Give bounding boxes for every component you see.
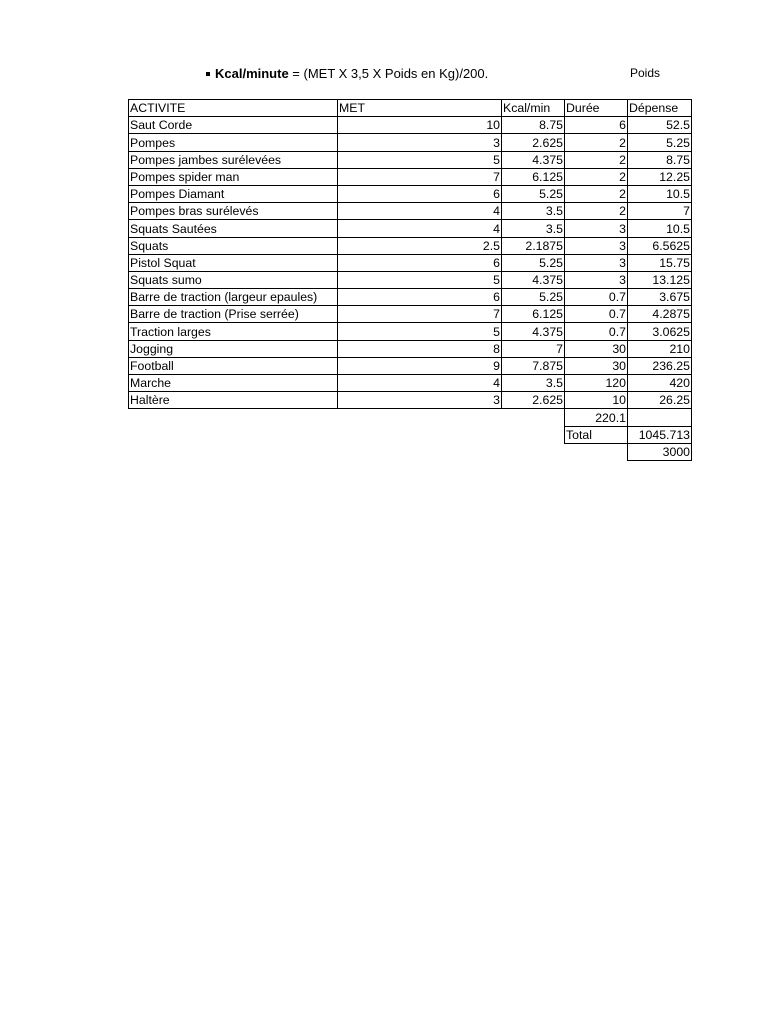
empty-cell (129, 409, 338, 426)
table-row (129, 289, 692, 306)
cell-kcal-min: 4.375 (502, 151, 565, 168)
cell-duree: 30 (565, 357, 628, 374)
cell-duree: 3 (565, 237, 628, 254)
cell-duree: 3 (565, 254, 628, 271)
cell-activite: Barre de traction (largeur epaules) (129, 289, 338, 306)
cell-kcal-min: 4.375 (502, 323, 565, 340)
cell-kcal-min: 2.1875 (502, 237, 565, 254)
empty-cell (338, 443, 502, 460)
cell-met: 6 (338, 289, 502, 306)
cell-activite: Pistol Squat (129, 254, 338, 271)
table-row (129, 237, 692, 254)
cell-depense: 3.675 (628, 289, 692, 306)
cell-kcal-min: 3.5 (502, 203, 565, 220)
cell-met: 3 (338, 134, 502, 151)
header-duree: Durée (565, 100, 628, 117)
cell-kcal-min: 2.625 (502, 392, 565, 409)
cell-met: 5 (338, 151, 502, 168)
table-row (129, 340, 692, 357)
cell-duree: 2 (565, 134, 628, 151)
duration-sum-cell: 220.1 (565, 409, 628, 426)
cell-depense: 8.75 (628, 151, 692, 168)
cell-depense: 10.5 (628, 185, 692, 202)
cell-kcal-min: 2.625 (502, 134, 565, 151)
cell-met: 9 (338, 357, 502, 374)
cell-activite: Barre de traction (Prise serrée) (129, 306, 338, 323)
cell-duree: 120 (565, 375, 628, 392)
target-row (129, 443, 692, 460)
bullet-icon (206, 72, 210, 76)
cell-kcal-min: 5.25 (502, 289, 565, 306)
activity-table-body (129, 100, 692, 409)
cell-duree: 3 (565, 220, 628, 237)
header-met: MET (338, 100, 502, 117)
header-activite: ACTIVITE (129, 100, 338, 117)
table-row (129, 254, 692, 271)
cell-met: 8 (338, 340, 502, 357)
cell-activite: Marche (129, 375, 338, 392)
cell-kcal-min: 4.375 (502, 271, 565, 288)
cell-met: 4 (338, 220, 502, 237)
cell-duree: 6 (565, 117, 628, 134)
cell-depense: 3.0625 (628, 323, 692, 340)
cell-met: 3 (338, 392, 502, 409)
header-depense: Dépense (628, 100, 692, 117)
cell-activite: Squats (129, 237, 338, 254)
cell-activite: Squats Sautées (129, 220, 338, 237)
cell-met: 7 (338, 168, 502, 185)
cell-met: 4 (338, 203, 502, 220)
cell-duree: 2 (565, 203, 628, 220)
table-row (129, 185, 692, 202)
poids-label: Poids (630, 66, 661, 80)
cell-duree: 0.7 (565, 289, 628, 306)
cell-met: 5 (338, 271, 502, 288)
cell-depense: 4.2875 (628, 306, 692, 323)
cell-kcal-min: 8.75 (502, 117, 565, 134)
cell-kcal-min: 5.25 (502, 185, 565, 202)
cell-depense: 6.5625 (628, 237, 692, 254)
cell-activite: Pompes bras surélevés (129, 203, 338, 220)
activity-table (128, 99, 692, 461)
cell-duree: 2 (565, 151, 628, 168)
cell-met: 2.5 (338, 237, 502, 254)
header-kcal-min: Kcal/min (502, 100, 565, 117)
table-row (129, 357, 692, 374)
cell-depense: 26.25 (628, 392, 692, 409)
formula-line (206, 66, 488, 81)
empty-cell (338, 426, 502, 443)
cell-activite: Traction larges (129, 323, 338, 340)
cell-met: 6 (338, 185, 502, 202)
cell-duree: 10 (565, 392, 628, 409)
table-row (129, 220, 692, 237)
table-row (129, 392, 692, 409)
table-row (129, 306, 692, 323)
table-row (129, 168, 692, 185)
cell-kcal-min: 7.875 (502, 357, 565, 374)
cell-activite: Pompes (129, 134, 338, 151)
cell-duree: 0.7 (565, 306, 628, 323)
cell-activite: Football (129, 357, 338, 374)
header-row (129, 100, 692, 117)
cell-kcal-min: 7 (502, 340, 565, 357)
empty-cell (129, 443, 338, 460)
total-row (129, 426, 692, 443)
cell-activite: Haltère (129, 392, 338, 409)
cell-depense: 15.75 (628, 254, 692, 271)
cell-kcal-min: 6.125 (502, 306, 565, 323)
cell-depense: 420 (628, 375, 692, 392)
target-value-cell: 3000 (628, 443, 692, 460)
cell-activite: Jogging (129, 340, 338, 357)
cell-kcal-min: 5.25 (502, 254, 565, 271)
cell-activite: Squats sumo (129, 271, 338, 288)
empty-bordered-cell (628, 409, 692, 426)
cell-depense: 210 (628, 340, 692, 357)
cell-depense: 13.125 (628, 271, 692, 288)
cell-met: 4 (338, 375, 502, 392)
cell-depense: 5.25 (628, 134, 692, 151)
empty-cell (502, 426, 565, 443)
cell-kcal-min: 3.5 (502, 220, 565, 237)
cell-activite: Pompes spider man (129, 168, 338, 185)
cell-duree: 2 (565, 185, 628, 202)
cell-activite: Pompes jambes surélevées (129, 151, 338, 168)
cell-duree: 30 (565, 340, 628, 357)
cell-met: 5 (338, 323, 502, 340)
cell-met: 6 (338, 254, 502, 271)
formula-bold-label: Kcal/minute (215, 66, 289, 81)
table-row (129, 271, 692, 288)
duration-sum-row (129, 409, 692, 426)
table-row (129, 117, 692, 134)
cell-kcal-min: 6.125 (502, 168, 565, 185)
cell-kcal-min: 3.5 (502, 375, 565, 392)
cell-depense: 236.25 (628, 357, 692, 374)
summary-body (129, 409, 692, 461)
cell-met: 10 (338, 117, 502, 134)
empty-cell (338, 409, 502, 426)
cell-depense: 7 (628, 203, 692, 220)
cell-duree: 0.7 (565, 323, 628, 340)
formula-text: = (MET X 3,5 X Poids en Kg)/200. (288, 66, 489, 81)
cell-duree: 2 (565, 168, 628, 185)
table-row (129, 151, 692, 168)
empty-cell (129, 426, 338, 443)
total-label-cell: Total (565, 426, 628, 443)
table-row (129, 375, 692, 392)
cell-activite: Pompes Diamant (129, 185, 338, 202)
cell-depense: 12.25 (628, 168, 692, 185)
cell-met: 7 (338, 306, 502, 323)
cell-activite: Saut Corde (129, 117, 338, 134)
table-row (129, 323, 692, 340)
cell-duree: 3 (565, 271, 628, 288)
empty-cell (502, 409, 565, 426)
table-row (129, 134, 692, 151)
empty-cell (565, 443, 628, 460)
table-row (129, 203, 692, 220)
cell-depense: 52.5 (628, 117, 692, 134)
total-value-cell: 1045.713 (628, 426, 692, 443)
empty-cell (502, 443, 565, 460)
cell-depense: 10.5 (628, 220, 692, 237)
